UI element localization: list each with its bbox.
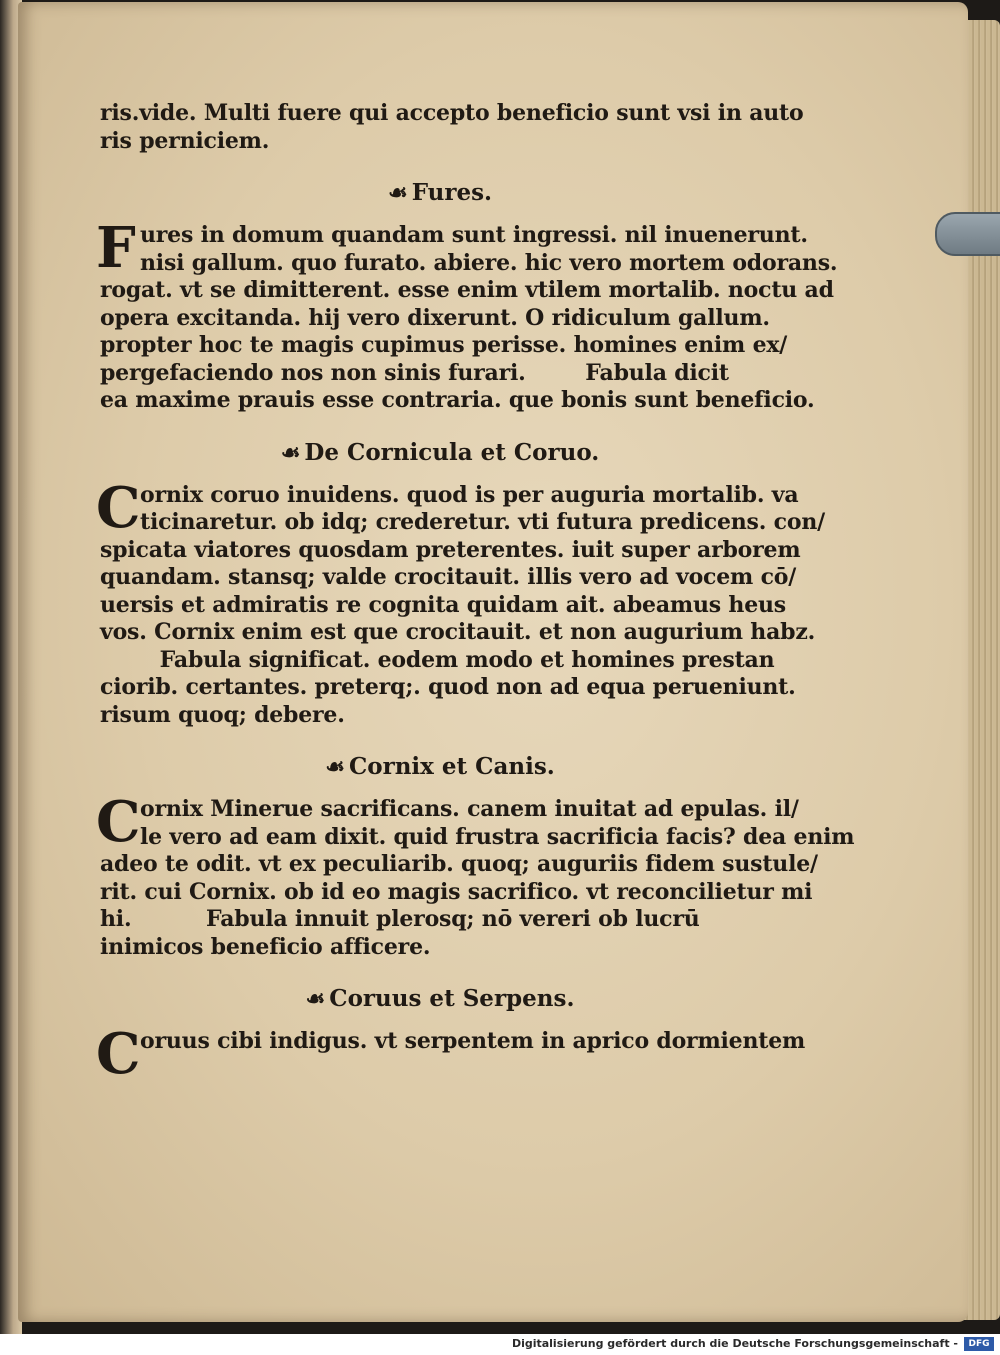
fable-heading-cornicula [100,439,780,466]
text-line: opera excitanda. hij vero dixerunt. O ridiculum gallum. [100,304,770,331]
digitization-footer [0,1334,1000,1355]
heading-text: Cornix et Canis. [348,753,555,780]
drop-initial: C [96,474,141,541]
text-line: propter hoc te magis cupimus perisse. homines enim ex/ [100,332,788,358]
heading-text: De Cornicula et Coruo. [304,438,600,466]
text-line: rit. cui Cornix. ob id eo magis sacrifico. vt reconcilietur mi [100,878,813,905]
text-line: ciorib. certantes. preterq;. quod non ad equa perueniunt. [100,674,796,700]
text-line: ris.vide. Multi fuere qui accepto beneficio sunt vsi in auto [100,100,804,126]
leaf-ornament-icon: ☙ [280,439,301,466]
text-line: le vero ad eam dixit. quid frustra sacrificia facis? dea enim [140,823,855,850]
text-line: inimicos beneficio afficere. [100,933,431,960]
text-line: ures in domum quandam sunt ingressi. nil inuenerunt. [140,222,808,248]
text-line: Fabula significat. eodem modo et homines prestan [100,646,775,673]
fable-paragraph [96,474,825,730]
drop-initial: C [96,1021,141,1087]
fable-paragraph [96,789,855,961]
heading-text: Fures. [411,179,493,206]
drop-initial: C [96,789,141,855]
text-line: spicata viatores quosdam preterentes. iuit super arborem [100,536,801,563]
text-line: hi. Fabula innuit plerosq; nō vereri ob lucrū [100,906,700,932]
text-line: rogat. vt se dimitterent. esse enim vtilem mortalib. noctu ad [100,277,834,303]
text-line: ornix coruo inuidens. quod is per auguria mortalib. va [140,481,799,508]
text-line: adeo te odit. vt ex peculiarib. quoq; auguriis fidem sustule/ [100,851,818,877]
text-line: vos. Cornix enim est que crocitauit. et non augurium habz. [100,619,816,645]
bookmark-clip [935,212,1000,256]
text-line: uersis et admiratis re cognita quidam ait. abeamus heus [100,591,786,618]
text-line: ornix Minerue sacrificans. canem inuitat ad epulas. il/ [140,796,799,822]
text-line: nisi gallum. quo furato. abiere. hic vero mortem odorans. [140,249,838,276]
page-text [96,100,855,1087]
text-line: ticinaretur. ob idq; crederetur. vti futura predicens. con/ [140,509,825,535]
text-line: risum quoq; debere. [100,701,345,728]
leaf-ornament-icon: ☙ [387,180,408,206]
fable-paragraph [96,215,838,415]
fable-paragraph [96,1021,806,1087]
text-line: quandam. stansq; valde crocitauit. illis vero ad vocem cō/ [100,564,797,590]
text-line: ris perniciem. [100,127,270,154]
text-line: oruus cibi indigus. vt serpentem in aprico dormientem [140,1028,806,1054]
text-line: ea maxime prauis esse contraria. que bonis sunt beneficio. [100,387,815,413]
fable-heading-coruus-serpens [100,985,780,1012]
leaf-ornament-icon: ☙ [305,986,326,1012]
heading-text: Coruus et Serpens. [329,985,575,1012]
funding-credit: Digitalisierung gefördert durch die Deutsche Forschungsgemeinschaft - [511,1337,958,1350]
leaf-ornament-icon: ☙ [325,754,345,780]
fable-heading-cornix-canis [100,753,780,780]
dfg-logo: DFG [964,1337,994,1351]
fable-heading-fures [100,179,780,206]
text-line: pergefaciendo nos non sinis furari. Fabula dicit [100,359,729,386]
drop-initial: F [96,215,136,281]
